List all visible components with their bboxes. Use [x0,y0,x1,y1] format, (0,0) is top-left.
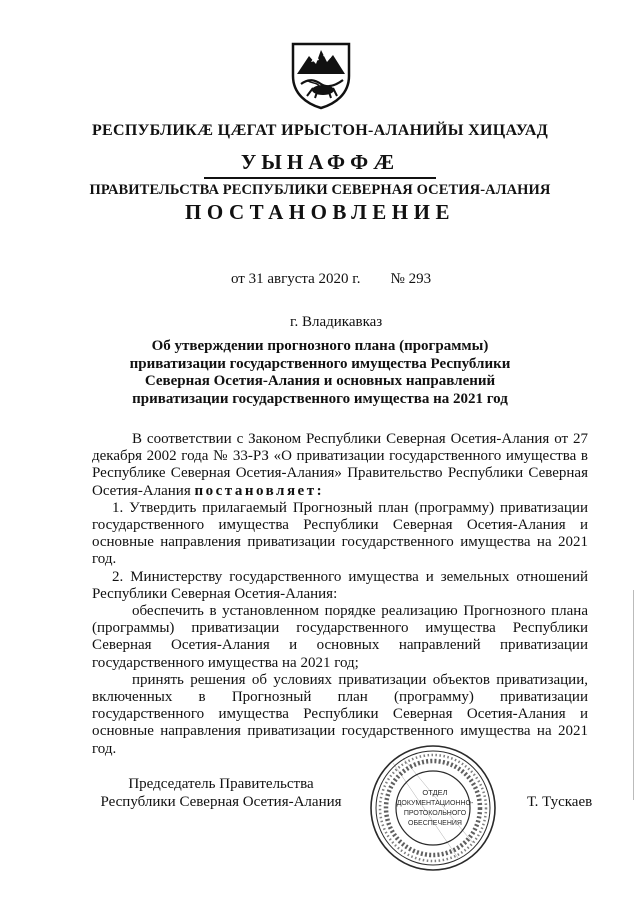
decree-body [92,431,588,758]
decree-date: от 31 августа 2020 г. [231,271,361,287]
body-paragraph-1: 1. Утвердить прилагаемый Прогнозный план (программу) приватизации государственного имущества Республики Северная Осетия-Алания и основные направления приватизации государственного имущества на 2021 год. [92,499,588,568]
body-paragraph-2: 2. Министерству государственного имущества и земельных отношений Республики Северная Осетия-Алания: [92,568,588,602]
stamp-line-2: ДОКУМЕНТАЦИОННО- [396,800,474,807]
header-ossetian-title: УЫНАФФÆ [240,150,400,174]
body-paragraph-2a: обеспечить в установленном порядке реализацию Прогнозного плана (программы) приватизации государственного имущества Республики Северная Осетия-Алания и основных направлений приватизации государственного имущества на 2021 год; [92,603,588,671]
decree-city: г. Владикавказ [290,314,383,330]
body-intro: В соответствии с Законом Республики Северная Осетия-Алания от 27 декабря 2002 года № 33-РЗ «О приватизации государственного имущества в Республике Северная Осетия-Алания» Правительство Республики Северная Осетия-Алания [92,431,588,499]
decree-word: постановляет: [194,482,325,499]
coat-of-arms-icon [289,40,353,110]
header-divider [204,177,436,179]
header-russian-title: ПОСТАНОВЛЕНИЕ [185,200,455,224]
header-ossetian-line: РЕСПУБЛИКÆ ЦÆГАТ ИРЫСТОН-АЛАНИЙЫ ХИЦАУАД [91,122,549,139]
decree-number: № 293 [390,271,432,287]
signatory-title [96,776,346,811]
signatory-name: Т. Тускаев [527,794,593,810]
stamp-line-1: ОТДЕЛ [422,788,448,797]
header-russian-line: ПРАВИТЕЛЬСТВА РЕСПУБЛИКИ СЕВЕРНАЯ ОСЕТИЯ-АЛАНИЯ [89,182,551,198]
stamp-line-4: ОБЕСПЕЧЕНИЯ [408,820,462,827]
official-stamp-icon [363,743,503,873]
signatory-title-line-2: Республики Северная Осетия-Алания [100,793,342,810]
signatory-title-line-1: Председатель Правительства [128,776,314,792]
scan-edge-line [633,590,634,800]
decree-subject: Об утверждении прогнозного плана (программы) приватизации государственного имущества Республики Северная Осетия-Алания и основных направлений приватизации государственного имущества на 2021 год [129,338,511,407]
body-intro-paragraph [92,431,588,500]
decree-date-line [231,271,431,288]
stamp-line-3: ПРОТОКОЛЬНОГО [403,810,467,817]
body-paragraph-2b: принять решения об условиях приватизации объектов приватизации, включенных в Прогнозный план (программу) приватизации государственного имущества Республики Северная Осетия-Алания и основные направления приватизации государственного имущества на 2021 год. [92,671,588,757]
